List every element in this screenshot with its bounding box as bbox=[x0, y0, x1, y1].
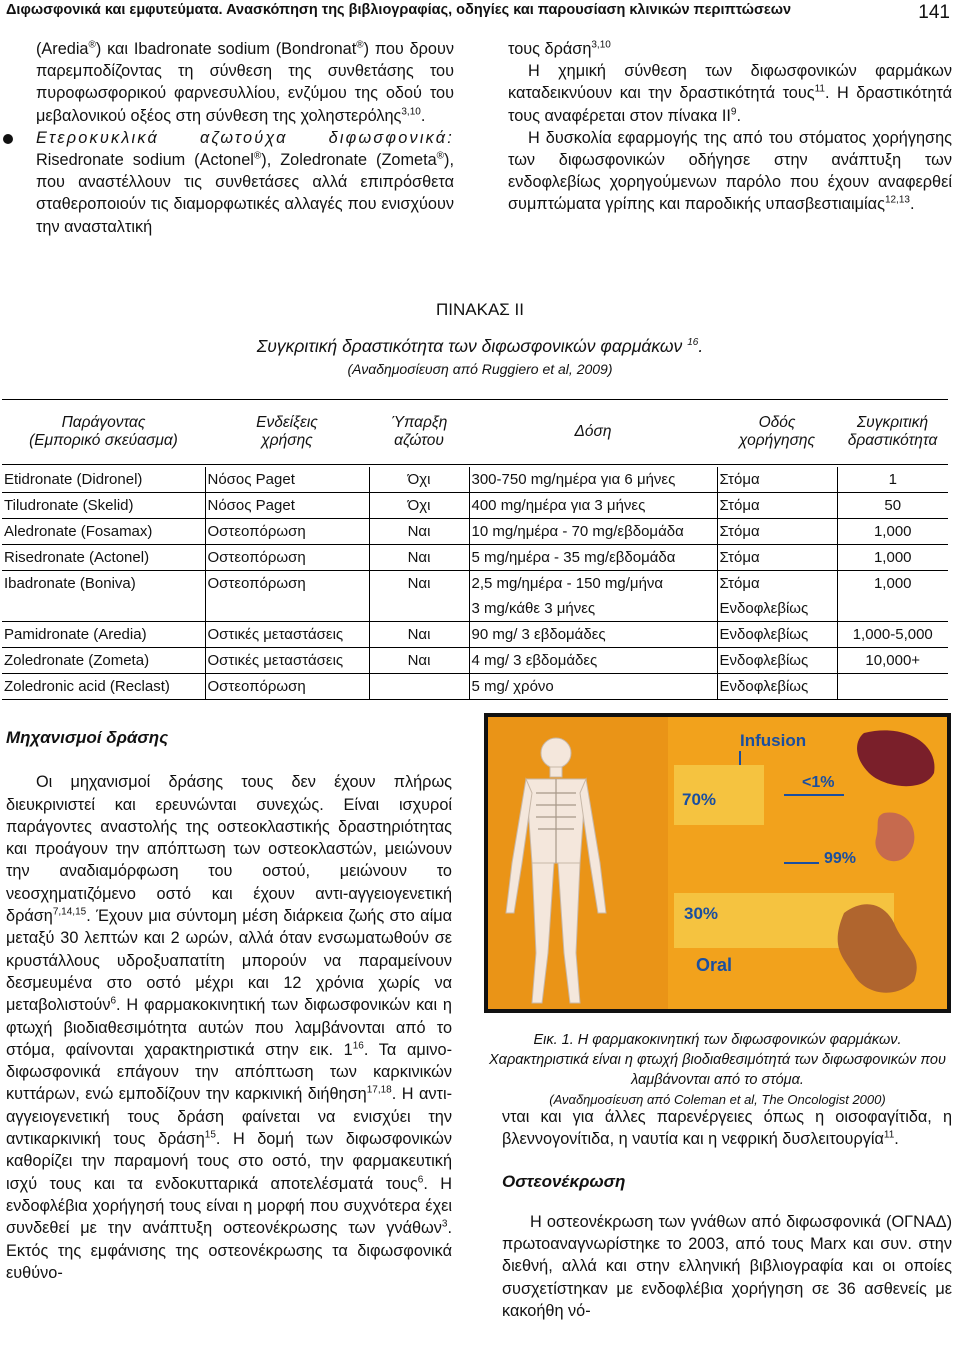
table-cell bbox=[369, 596, 469, 622]
table-cell: Όχι bbox=[369, 467, 469, 493]
table-cell: Zoledronic acid (Reclast) bbox=[2, 674, 205, 700]
table-cell bbox=[837, 596, 948, 622]
table-cell: 1,000 bbox=[837, 519, 948, 545]
table-cell: Στόμα bbox=[717, 493, 837, 519]
pharmacokinetics-figure bbox=[484, 713, 951, 1013]
table-cell: Ναι bbox=[369, 622, 469, 648]
table-row bbox=[2, 596, 948, 622]
table-cell: Οστεοπόρωση bbox=[205, 674, 369, 700]
paragraph-chemistry: Η χημική σύνθεση των διφωσφονικών φαρμάκων καταδεικνύουν και την δραστικότητά τους$^{11}$. Η δραστικότητά τους αναφέρεται στον πίνακα $II^9$. bbox=[508, 62, 952, 125]
table-header-cell: Δόση bbox=[469, 400, 717, 465]
table-cell: 1,000 bbox=[837, 545, 948, 571]
table-cell: 10 mg/ημέρα - 70 mg/εβδομάδα bbox=[469, 519, 717, 545]
bullet-icon bbox=[3, 134, 13, 144]
table-source: (Αναδημοσίευση από Ruggiero et al, 2009) bbox=[347, 361, 613, 377]
infusion-label: Infusion bbox=[740, 731, 807, 750]
table-row bbox=[2, 622, 948, 648]
paragraph-action: τους δράση$^{3,10}$ bbox=[508, 39, 611, 58]
left-column-top bbox=[36, 38, 454, 238]
table-cell: Νόσος Paget bbox=[205, 493, 369, 519]
figure-caption bbox=[484, 1030, 951, 1110]
page-number: 141 bbox=[918, 2, 950, 23]
table-cell: 4 mg/ 3 εβδομάδες bbox=[469, 648, 717, 674]
table-header-row bbox=[2, 400, 948, 465]
table-cell: 5 mg/ημέρα - 35 mg/εβδομάδα bbox=[469, 545, 717, 571]
oral-label: Oral bbox=[696, 955, 733, 975]
table-header-cell: Συγκριτική δραστικότητα bbox=[837, 400, 948, 465]
pharmacokinetics-illustration bbox=[484, 713, 951, 1013]
table-cell: 1,000 bbox=[837, 571, 948, 597]
table-label: ΠΙΝΑΚΑΣ ΙΙ bbox=[436, 300, 524, 319]
table-cell: Οστεοπόρωση bbox=[205, 545, 369, 571]
table-row bbox=[2, 674, 948, 700]
table-row bbox=[2, 493, 948, 519]
caption-line-1: Εικ. 1. Η φαρμακοκινητική των διφωσφονικών φαρμάκων. bbox=[533, 1032, 902, 1048]
table-cell: Etidronate (Didronel) bbox=[2, 467, 205, 493]
table-cell: Στόμα bbox=[717, 467, 837, 493]
left-column-bottom bbox=[6, 727, 452, 1284]
table-cell: Aledronate (Fosamax) bbox=[2, 519, 205, 545]
table-cell: 90 mg/ 3 εβδομάδες bbox=[469, 622, 717, 648]
table-header-cell: Οδός χορήγησης bbox=[717, 400, 837, 465]
table-cell: 400 mg/ημέρα για 3 μήνες bbox=[469, 493, 717, 519]
table-cell: Tiludronate (Skelid) bbox=[2, 493, 205, 519]
paragraph-mechanisms: Οι μηχανισμοί δράσης τους δεν έχουν πλήρως διευκρινιστεί και ερευνώνται συνεχώς. Είναι ισχυροί παράγοντες αναστολής της οστεοκλαστικής δραστηριότητας και προάγουν την απόπτωση των οστεοκλαστών, μειώνουν την αναδιαμόρφωση του οστού, μειώνουν το νεοσχηματιζόμενο οστό και έχουν αντι-αγγειογενετική δράση$^{7,14,15}$. Έχουν μια σύντομη μέση διάρκεια ζωής στο αίμα μεταξύ 30 λεπτών και 2 ωρών, αλλά όταν ενσωματωθούν σε κρυστάλλους υδροξυαπατίτη μπορούν να παραμείνουν δεσμευμένα στο οστό μέχρι και 12 χρόνια χωρίς να μεταβολιστούν$^6$. Η φαρμακοκινητική των διφωσφονικών και η φτωχή βιοδιαθεσιμότητα αυτών που λαμβάνονται από το στόμα, φαίνονται χαρακτηριστικά στην εικ. $1^{16}$. Τα αμινο-διφωσφονικά επάγουν την απόπτωση των καρκινικών κυττάρων, ενώ εμποδίζουν την καρκινική διήθηση$^{17,18}$. Η αντι-αγγειογενετική τους δράση φαίνεται να ενισχύει την αντικαρκινική τους δράση$^{15}$. Η δομή των διφωσφονικών καθορίζει την παραμονή τους στο οστό, την φαρμακευτική ισχύ τους και τα ενδοκυτταρικά αποτελέσματά τους$^6$. Η ενδοφλέβια χορήγησή τους είναι η μορφή που συχνότερα έχει συνδεθεί με την ανάπτυξη οστεονέκρωσης των γνάθων$^3$. Εκτός της εμφάνισης της οστεονέκρωσης τα διφωσφονικά ευθύνο- bbox=[6, 773, 453, 1282]
table-cell: 1 bbox=[837, 467, 948, 493]
table-cell: Ενδοφλεβίως bbox=[717, 674, 837, 700]
table-title: Συγκριτική δραστικότητα των διφωσφονικών φαρμάκων $^{16}$. bbox=[256, 336, 704, 356]
percent-gt99: 99% bbox=[824, 850, 857, 867]
table-cell bbox=[205, 596, 369, 622]
table-cell: Ναι bbox=[369, 519, 469, 545]
table-header-cell: Παράγοντας (Εμπορικό σκεύασμα) bbox=[2, 400, 205, 465]
paragraph-osteonecrosis: Η οστεονέκρωση των γνάθων από διφωσφονικά (ΟΓΝΑΔ) πρωτοαναγνωρίστηκε το 2003, από τους Marx και συν. στην διεθνή, αλλά και στην ελληνική βιβλιογραφία και οι οποίες συσχετίστηκαν με ενδοφλέβια χορήγηση σε 36 ασθενείς με κακοήθη νό- bbox=[502, 1212, 952, 1321]
table-cell: Ναι bbox=[369, 571, 469, 597]
table-cell: Ibadronate (Boniva) bbox=[4, 575, 136, 592]
table-cell: Οστεοπόρωση bbox=[205, 519, 369, 545]
table-row bbox=[2, 545, 948, 571]
running-title: Διφωσφονικά και εμφυτεύματα. Ανασκόπηση της βιβλιογραφίας, οδηγίες και παρουσίαση κλινικών περιπτώσεων bbox=[6, 2, 792, 18]
caption-source: (Αναδημοσίευση από Coleman et al, The Oncologist 2000) bbox=[549, 1092, 886, 1107]
table-cell: Pamidronate (Aredia) bbox=[2, 622, 205, 648]
percent-70: 70% bbox=[682, 790, 717, 809]
percent-30: 30% bbox=[684, 904, 719, 923]
table-cell bbox=[369, 674, 469, 700]
table-row bbox=[2, 571, 948, 597]
paragraph-mechanism-list: (Aredia®) και Ibadronate sodium (Bondronat®) που δρουν παρεμποδίζοντας τη σύνθεση της συνθετάσης του πυροφωσφορικού φαρνεσυλλίου, ενζύμου της οδού του μεβαλονικού οξέος στη σύνθεση της χοληστερόλης$^{3,10}$. bbox=[36, 39, 454, 125]
section-heading-mechanisms: Μηχανισμοί δράσης bbox=[6, 728, 169, 747]
table-cell: Zoledronate (Zometa) bbox=[2, 648, 205, 674]
paragraph-difficulty: Η δυσκολία εφαρμογής της από του στόματος χορήγησης των διφωσφονικών οδήγησε στην ανάπτυξη των ενδοφλεβίως χορηγούμενων παρόλο που έχουν αναφερθεί συμπτώματα γρίπης και παροδικής υπασβεστιαιμίας$^{12,13}$. bbox=[508, 128, 952, 214]
comparison-table bbox=[2, 399, 948, 700]
running-header bbox=[6, 2, 954, 26]
caption-line-2: Χαρακτηριστικά είναι η φτωχή βιοδιαθεσιμότητά των διφωσφονικών που λαμβάνονται από το στόμα. bbox=[489, 1052, 946, 1088]
bullet-lead: Ετεροκυκλικά αζωτούχα διφωσφονικά: bbox=[36, 128, 454, 147]
table-cell: Ενδοφλεβίως bbox=[717, 648, 837, 674]
table-cell: Risedronate (Actonel) bbox=[2, 545, 205, 571]
table-cell: 3 mg/κάθε 3 μήνες bbox=[469, 596, 717, 622]
table-cell: Στόμα bbox=[717, 519, 837, 545]
table-row bbox=[2, 467, 948, 493]
table-row bbox=[2, 648, 948, 674]
table-header-cell: Ενδείξεις χρήσης bbox=[205, 400, 369, 465]
table-cell: Στόμα bbox=[717, 545, 837, 571]
table-cell: 10,000+ bbox=[837, 648, 948, 674]
bullet-heterocyclic: Ετεροκυκλικά αζωτούχα διφωσφονικά: Risedronate sodium (Actonel®), Zoledronate (Zometa®), που αναστέλλουν τις συνθετάσες αλλά επιπρόσθετα σταθεροποιούν τις διαμορφωτικές αλλαγές που ενισχύουν την ανασταλτική bbox=[36, 127, 454, 238]
table-cell: Ενδοφλεβίως bbox=[717, 596, 837, 622]
table-cell: 1,000-5,000 bbox=[837, 622, 948, 648]
table-cell: 5 mg/ χρόνο bbox=[469, 674, 717, 700]
table-cell: Νόσος Paget bbox=[205, 467, 369, 493]
table-cell: 50 bbox=[837, 493, 948, 519]
table-cell: Οστικές μεταστάσεις bbox=[205, 648, 369, 674]
table-cell: Ναι bbox=[369, 648, 469, 674]
table-cell: Στόμα bbox=[717, 571, 837, 597]
table-cell bbox=[2, 596, 205, 622]
table-header-cell: Ύπαρξη αζώτου bbox=[369, 400, 469, 465]
right-column-bottom bbox=[502, 1106, 952, 1322]
table-cell: 2,5 mg/ημέρα - 150 mg/μήνα bbox=[469, 571, 717, 597]
table-cell: Οστικές μεταστάσεις bbox=[205, 622, 369, 648]
section-heading-osteonecrosis: Οστεονέκρωση bbox=[502, 1171, 626, 1191]
table-cell: Ναι bbox=[369, 545, 469, 571]
right-column-top bbox=[508, 38, 952, 216]
table-cell: Ενδοφλεβίως bbox=[717, 622, 837, 648]
table-row bbox=[2, 519, 948, 545]
table-cell bbox=[837, 674, 948, 700]
table-cell: 300-750 mg/ημέρα για 6 μήνες bbox=[469, 467, 717, 493]
table-cell: Οστεοπόρωση bbox=[205, 571, 369, 597]
percent-lt1: <1% bbox=[802, 774, 835, 791]
paragraph-side-effects: νται και για άλλες παρενέργειες όπως η οισοφαγίτιδα, η βλεννογονίτιδα, η ναυτία και η νεφρική δυσλειτουργία$^{11}$. bbox=[502, 1108, 952, 1149]
table-cell: Όχι bbox=[369, 493, 469, 519]
